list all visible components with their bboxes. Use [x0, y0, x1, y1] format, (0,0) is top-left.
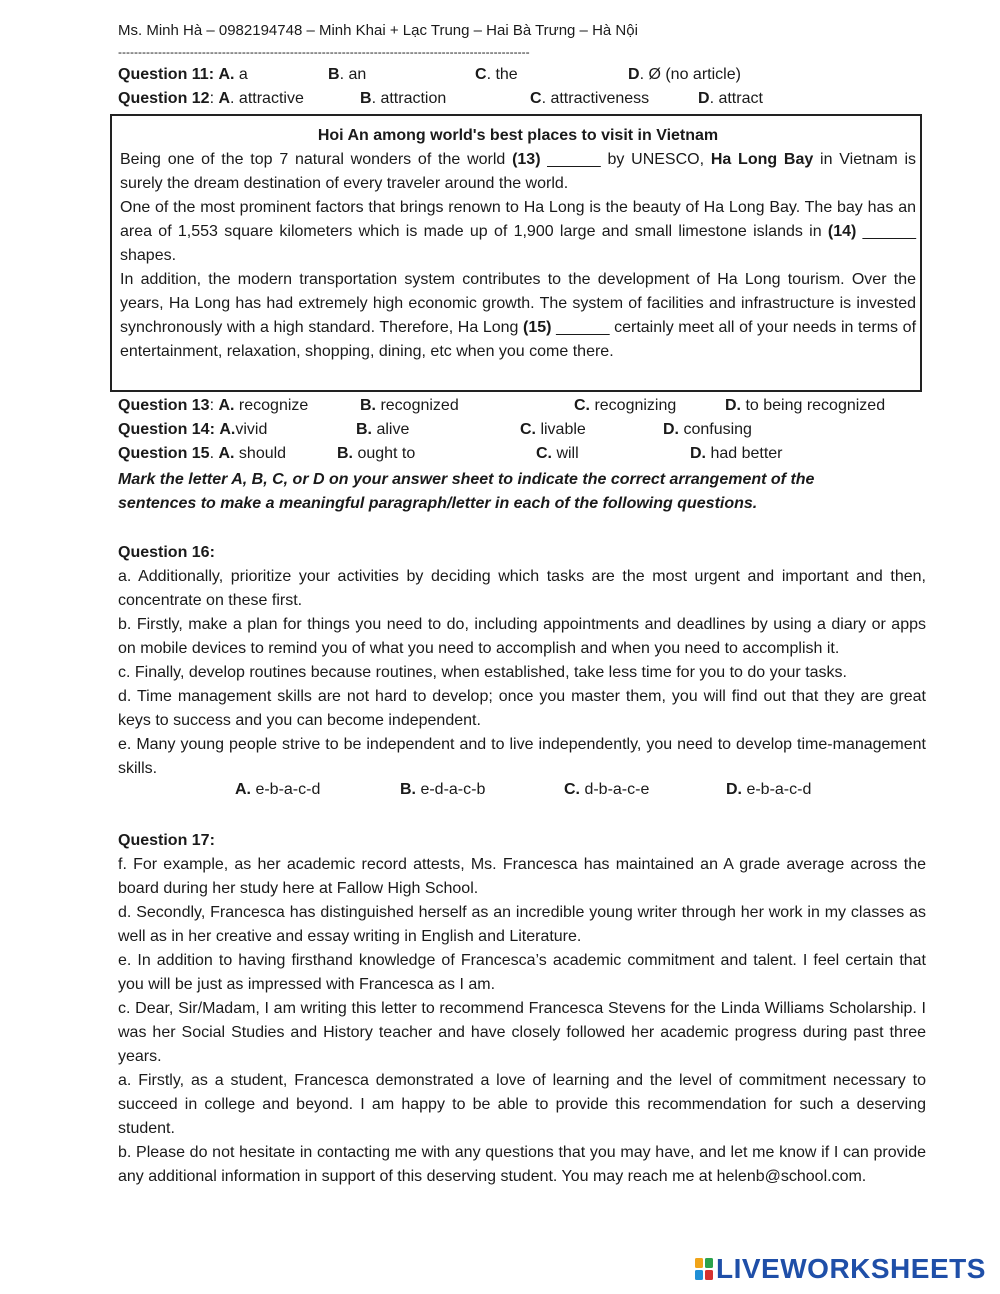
list-item: b. Firstly, make a plan for things you need to do, including appointments and deadlines by using a diary or apps on mobile devices to remind you of what you need to accomplish and when you need to accomplish it.	[118, 616, 926, 657]
list-item: d. Secondly, Francesca has distinguished herself as an incredible young writer through her work in my classes as well as in her creative and essay writing in English and Literature.	[118, 904, 926, 945]
list-item: c. Finally, develop routines because routines, when established, take less time for you to do your tasks.	[118, 664, 847, 681]
passage-paragraph-1: Being one of the top 7 natural wonders of the world (13) ______ by UNESCO, Ha Long Bay in Vietnam is surely the dream destination of every traveler around the world.	[120, 151, 916, 192]
question-label: Question 16:	[118, 544, 215, 561]
option-d: e-b-a-c-d	[742, 781, 812, 798]
option-d: . Ø (no article)	[639, 66, 741, 83]
liveworksheets-logo-icon	[694, 1256, 714, 1282]
option-b: alive	[372, 421, 410, 438]
question-12: Question 12: A. attractive B. attraction C. attractiveness D. attract	[118, 90, 763, 107]
list-item: f. For example, as her academic record attests, Ms. Francesca has maintained an A grade average across the board during her study here at Fallow High School.	[118, 856, 926, 897]
question-label: Question 15	[118, 445, 210, 462]
option-c: recognizing	[590, 397, 677, 414]
option-c: will	[552, 445, 579, 462]
list-item: e. In addition to having firsthand knowledge of Francesca’s academic commitment and talent. I feel certain that you will be just as impressed with Francesca as I am.	[118, 952, 926, 993]
option-c: . the	[486, 66, 518, 83]
question-15: Question 15. A. should B. ought to C. will D. had better	[118, 445, 783, 462]
header-divider: -------------------------------------------------------------------------------------------------------	[118, 45, 530, 59]
answer-options: A. e-b-a-c-d B. e-d-a-c-b C. d-b-a-c-e D. e-b-a-c-d	[235, 781, 812, 798]
option-d: confusing	[679, 421, 752, 438]
question-17	[118, 829, 926, 1189]
option-a: a	[234, 66, 248, 83]
option-a: recognize	[234, 397, 309, 414]
option-a: vivid	[235, 421, 268, 438]
liveworksheets-logo-text: LIVEWORKSHEETS	[716, 1253, 986, 1284]
header-contact-line: Ms. Minh Hà – 0982194748 – Minh Khai + Lạc Trung – Hai Bà Trưng – Hà Nội	[118, 22, 638, 39]
question-label: Question 13	[118, 397, 210, 414]
list-item: c. Dear, Sir/Madam, I am writing this letter to recommend Francesca Stevens for the Linda Williams Scholarship. I was her Social Studies and History teacher and have closely followed her academic progress during past three years.	[118, 1000, 926, 1065]
question-13: Question 13: A. recognize B. recognized C. recognizing D. to being recognized	[118, 397, 886, 414]
question-11: Question 11: A. a B. an C. the D. Ø (no article)	[118, 66, 741, 83]
question-14: Question 14: A.vivid B. alive C. livable D. confusing	[118, 421, 752, 438]
option-d: . attract	[709, 90, 763, 107]
list-item: e. Many young people strive to be independent and to live independently, you need to develop time-management skills.	[118, 736, 926, 777]
option-a: should	[234, 445, 287, 462]
list-item: a. Additionally, prioritize your activities by deciding which tasks are the most urgent and important and then, concentrate on these first.	[118, 568, 926, 609]
question-16	[118, 541, 926, 805]
option-c: livable	[536, 421, 586, 438]
question-label: Question 17:	[118, 832, 215, 849]
option-b: ought to	[353, 445, 416, 462]
list-item: b. Please do not hesitate in contacting me with any questions that you may have, and let me know if I can provide any additional information in support of this deserving student. You may reach me at helenb@school.com.	[118, 1144, 926, 1185]
passage-box	[110, 114, 922, 392]
option-b: e-d-a-c-b	[416, 781, 486, 798]
passage-title: Hoi An among world's best places to visit in Vietnam	[317, 127, 719, 144]
option-b: . an	[339, 66, 367, 83]
option-b: recognized	[376, 397, 459, 414]
option-a: . attractive	[230, 90, 304, 107]
option-d: to being recognized	[741, 397, 886, 414]
option-d: had better	[706, 445, 783, 462]
instruction-text: Mark the letter A, B, C, or D on your answer sheet to indicate the correct arrangement of the sentences to make a meaningful paragraph/letter in each of the following questions.	[118, 471, 815, 512]
option-c: d-b-a-c-e	[580, 781, 650, 798]
option-a: e-b-a-c-d	[251, 781, 321, 798]
question-label: Question 11:	[118, 66, 215, 83]
passage-paragraph-3: In addition, the modern transportation system contributes to the development of Ha Long tourism. Over the years, Ha Long has had extremely high economic growth. The system of facilities and infrastructure is invested synchronously with a high standard. Therefore, Ha Long (15) ______ certainly meet all of your needs in terms of entertainment, relaxation, shopping, dining, etc when you come there.	[120, 271, 917, 360]
list-item: d. Time management skills are not hard to develop; once you master them, you will find out that they are great keys to success and you can become independent.	[118, 688, 926, 729]
question-label: Question 12	[118, 90, 210, 107]
list-item: a. Firstly, as a student, Francesca demonstrated a love of learning and the level of commitment necessary to succeed in college and beyond. I am happy to be able to provide this recommendation for such a deserving student.	[118, 1072, 926, 1137]
liveworksheets-logo[interactable]	[694, 1252, 986, 1286]
passage-paragraph-2: One of the most prominent factors that brings renown to Ha Long is the beauty of Ha Long Bay. The bay has an area of 1,553 square kilometers which is made up of 1,900 large and small limestone islands in (14) ______ shapes.	[120, 199, 917, 264]
question-label: Question 14:	[118, 421, 215, 438]
option-c: . attractiveness	[541, 90, 650, 107]
option-b: . attraction	[371, 90, 447, 107]
